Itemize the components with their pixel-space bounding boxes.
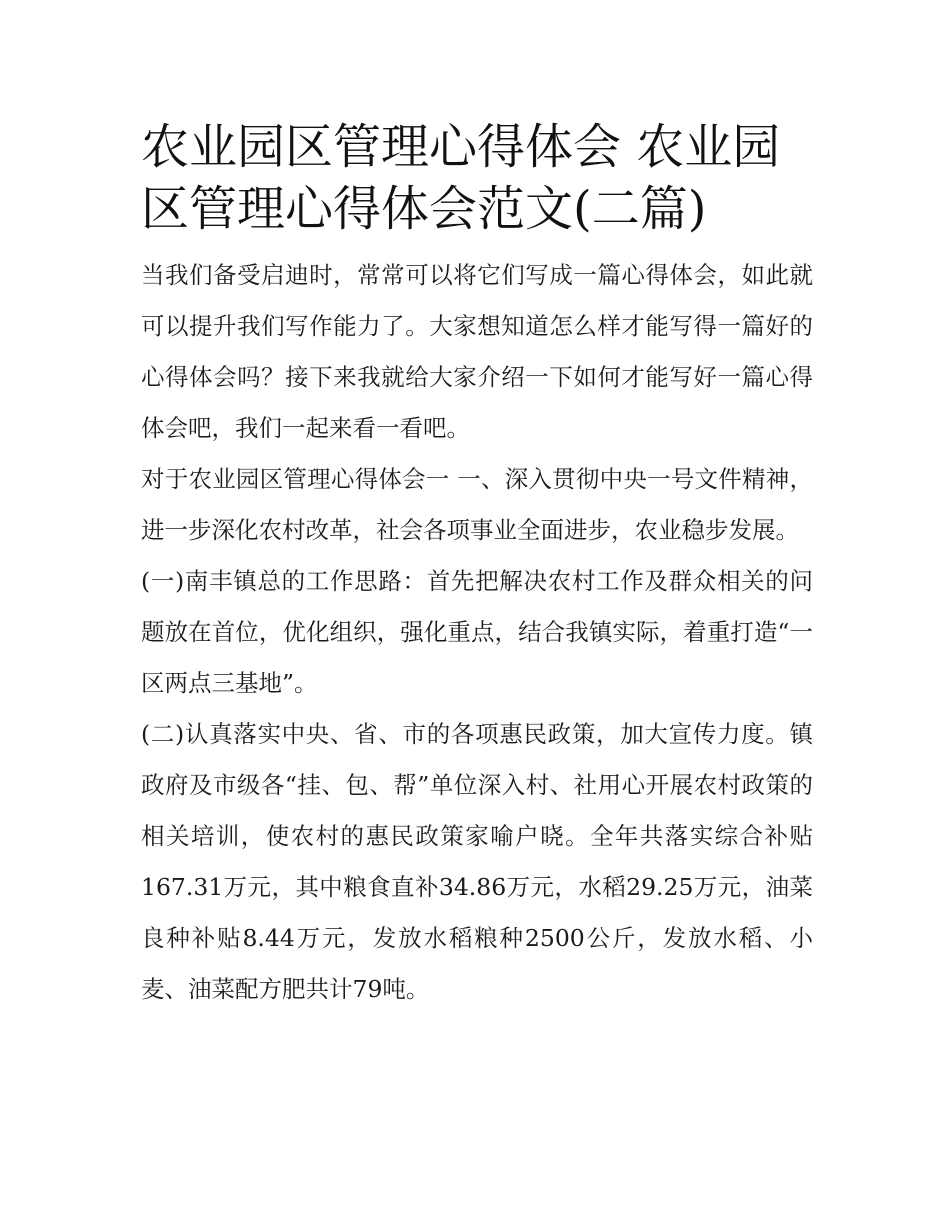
document-body [141,116,813,1015]
paragraph-intro: 当我们备受启迪时，常常可以将它们写成一篇心得体会，如此就可以提升我们写作能力了。大家想知道怎么样才能写得一篇好的心得体会吗？接下来我就给大家介绍一下如何才能写好一篇心得体会吧，我们一起来看一看吧。 [141,261,813,442]
document-title: 农业园区管理心得体会 农业园区管理心得体会范文(二篇) [141,119,781,237]
paragraph-item-one: (一)南丰镇总的工作思路：首先把解决农村工作及群众相关的问题放在首位，优化组织，强化重点，结合我镇实际，着重打造“一区两点三基地”。 [141,567,813,697]
paragraph-section-one: 对于农业园区管理心得体会一 一、深入贯彻中央一号文件精神，进一步深化农村改革，社会各项事业全面进步，农业稳步发展。 [141,465,813,544]
paragraph-item-two: (二)认真落实中央、省、市的各项惠民政策，加大宣传力度。镇政府及市级各“挂、包、帮”单位深入村、社用心开展农村政策的相关培训，使农村的惠民政策家喻户晓。全年共落实综合补贴167.31万元，其中粮食直补34.86万元，水稻29.25万元，油菜良种补贴8.44万元，发放水稻粮种2500公斤，发放水稻、小麦、油菜配方肥共计79吨。 [141,720,813,1003]
